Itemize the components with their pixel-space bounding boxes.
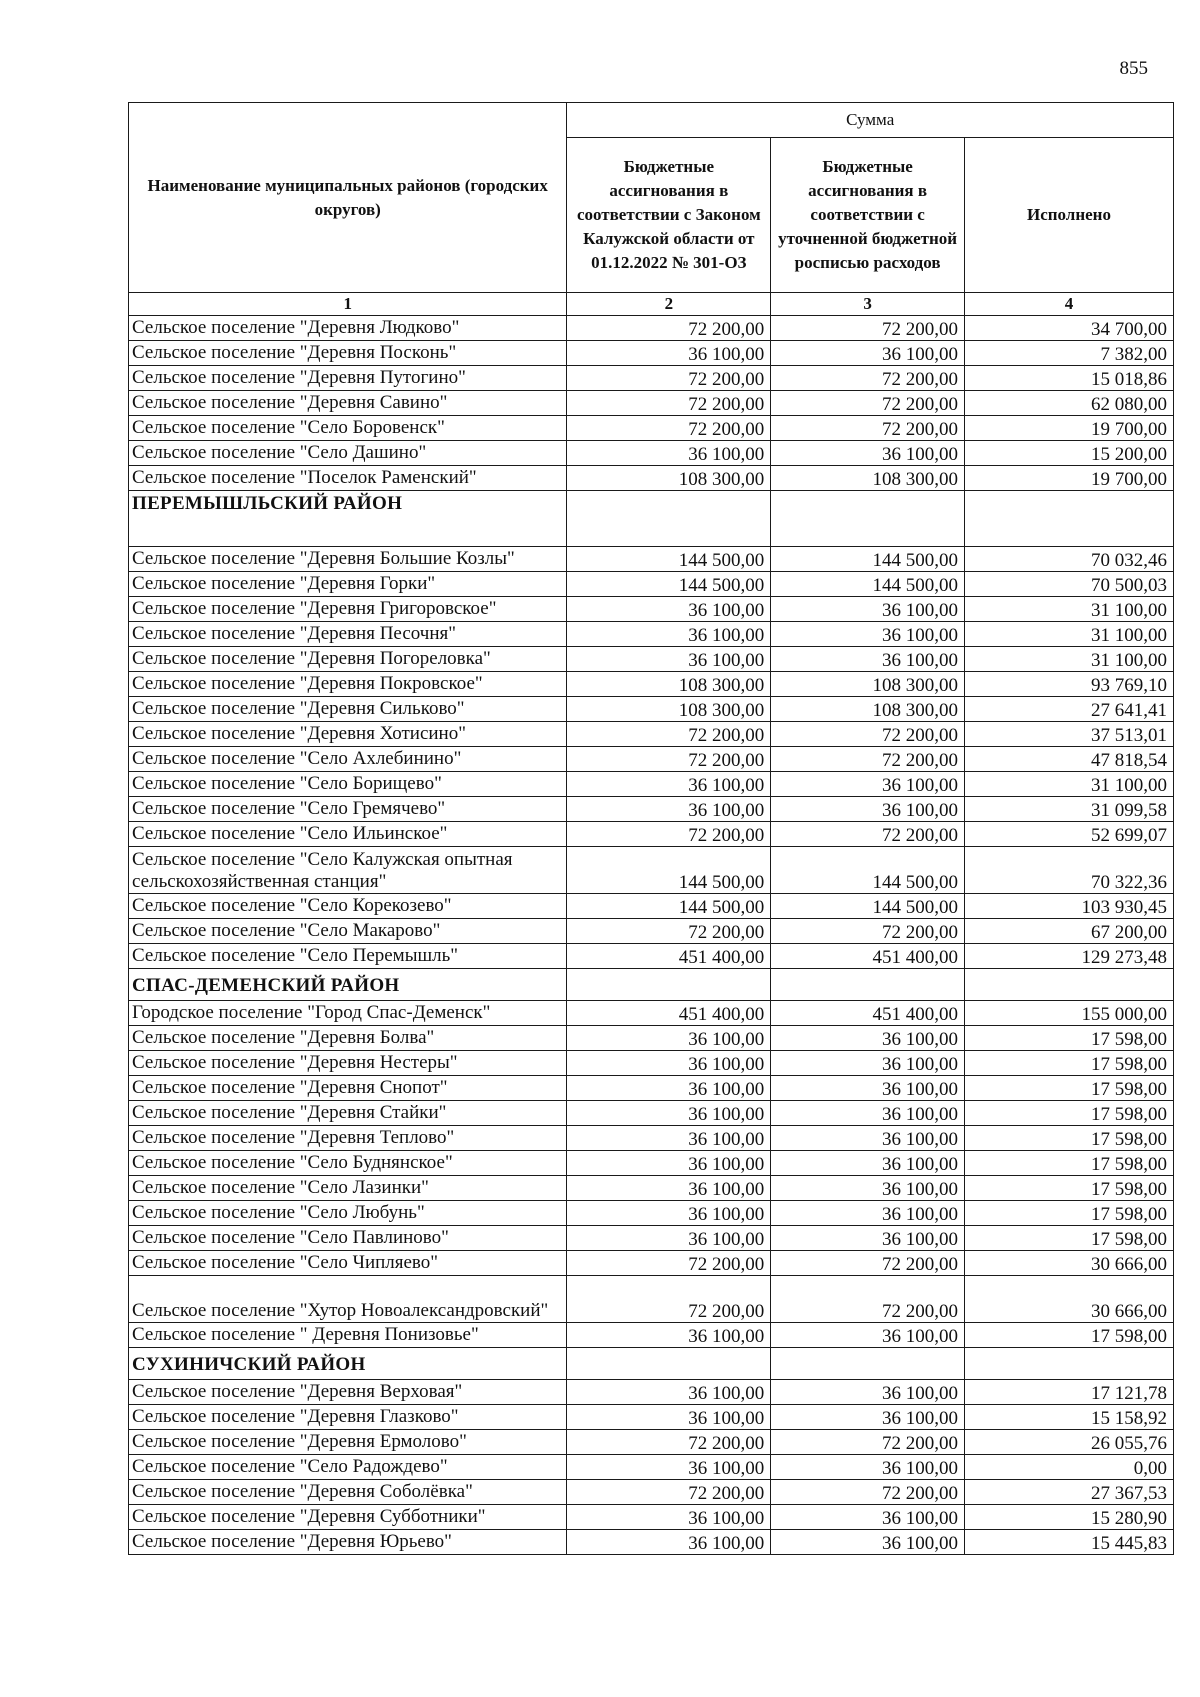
- executed-amount: 17 598,00: [964, 1026, 1173, 1051]
- law-amount: 36 100,00: [567, 1026, 771, 1051]
- table-row: [129, 1405, 1174, 1430]
- executed-amount: 31 100,00: [964, 622, 1173, 647]
- executed-amount: 47 818,54: [964, 747, 1173, 772]
- executed-amount: 30 666,00: [964, 1251, 1173, 1276]
- law-amount: 36 100,00: [567, 1201, 771, 1226]
- settlement-name: Сельское поселение "Деревня Сильково": [129, 697, 567, 722]
- executed-amount: 93 769,10: [964, 672, 1173, 697]
- executed-amount: 15 018,86: [964, 366, 1173, 391]
- table-row: [129, 466, 1174, 491]
- table-row: [129, 1530, 1174, 1555]
- law-amount: 36 100,00: [567, 1076, 771, 1101]
- executed-amount: 17 598,00: [964, 1051, 1173, 1076]
- table-row: [129, 1380, 1174, 1405]
- table-row: [129, 1051, 1174, 1076]
- settlement-name: Городское поселение "Город Спас-Деменск": [129, 1001, 567, 1026]
- executed-amount: 26 055,76: [964, 1430, 1173, 1455]
- table-row: [129, 847, 1174, 894]
- updated-amount: 36 100,00: [771, 1405, 965, 1430]
- executed-amount: 19 700,00: [964, 466, 1173, 491]
- updated-amount: 36 100,00: [771, 647, 965, 672]
- table-row: [129, 647, 1174, 672]
- updated-amount: 36 100,00: [771, 1226, 965, 1251]
- law-amount: 36 100,00: [567, 597, 771, 622]
- header-law-appropriations: Бюджетные ассигнования в соответствии с Законом Калужской области от 01.12.2022 № 301-ОЗ: [567, 138, 771, 293]
- updated-amount: 36 100,00: [771, 622, 965, 647]
- table-row: [129, 1480, 1174, 1505]
- law-amount: 72 200,00: [567, 1480, 771, 1505]
- settlement-name: Сельское поселение "Деревня Путогино": [129, 366, 567, 391]
- column-index-4: 4: [964, 293, 1173, 316]
- settlement-name: Сельское поселение "Село Корекозево": [129, 894, 567, 919]
- executed-amount: 37 513,01: [964, 722, 1173, 747]
- law-amount: 144 500,00: [567, 847, 771, 894]
- empty-cell: [771, 1348, 965, 1380]
- updated-amount: 36 100,00: [771, 441, 965, 466]
- empty-cell: [567, 969, 771, 1001]
- law-amount: 36 100,00: [567, 1405, 771, 1430]
- settlement-name: Сельское поселение "Село Гремячево": [129, 797, 567, 822]
- law-amount: 36 100,00: [567, 1226, 771, 1251]
- law-amount: 108 300,00: [567, 466, 771, 491]
- table-row: [129, 1151, 1174, 1176]
- updated-amount: 36 100,00: [771, 1126, 965, 1151]
- updated-amount: 72 200,00: [771, 366, 965, 391]
- settlement-name: Сельское поселение "Деревня Хотисино": [129, 722, 567, 747]
- updated-amount: 36 100,00: [771, 1101, 965, 1126]
- updated-amount: 36 100,00: [771, 1176, 965, 1201]
- table-row: [129, 772, 1174, 797]
- executed-amount: 15 445,83: [964, 1530, 1173, 1555]
- settlement-name: Сельское поселение "Деревня Песочня": [129, 622, 567, 647]
- table-row: [129, 1201, 1174, 1226]
- updated-amount: 451 400,00: [771, 1001, 965, 1026]
- page-number: 855: [1119, 58, 1148, 79]
- table-row: [129, 1323, 1174, 1348]
- settlement-name: Сельское поселение "Село Чипляево": [129, 1251, 567, 1276]
- executed-amount: 17 598,00: [964, 1176, 1173, 1201]
- updated-amount: 36 100,00: [771, 1026, 965, 1051]
- settlement-name: Сельское поселение "Деревня Юрьево": [129, 1530, 567, 1555]
- executed-amount: 27 367,53: [964, 1480, 1173, 1505]
- executed-amount: 103 930,45: [964, 894, 1173, 919]
- table-row: [129, 572, 1174, 597]
- updated-amount: 72 200,00: [771, 1430, 965, 1455]
- law-amount: 36 100,00: [567, 1380, 771, 1405]
- updated-amount: 36 100,00: [771, 772, 965, 797]
- settlement-name: Сельское поселение "Село Макарово": [129, 919, 567, 944]
- law-amount: 144 500,00: [567, 894, 771, 919]
- law-amount: 451 400,00: [567, 944, 771, 969]
- updated-amount: 72 200,00: [771, 822, 965, 847]
- law-amount: 72 200,00: [567, 1430, 771, 1455]
- executed-amount: 17 598,00: [964, 1323, 1173, 1348]
- table-row: [129, 597, 1174, 622]
- table-row: [129, 672, 1174, 697]
- updated-amount: 72 200,00: [771, 1480, 965, 1505]
- table-row: [129, 1276, 1174, 1323]
- updated-amount: 108 300,00: [771, 697, 965, 722]
- settlement-name: Сельское поселение "Деревня Савино": [129, 391, 567, 416]
- district-name: ПЕРЕМЫШЛЬСКИЙ РАЙОН: [129, 491, 567, 547]
- settlement-name: Сельское поселение "Деревня Снопот": [129, 1076, 567, 1101]
- executed-amount: 31 100,00: [964, 647, 1173, 672]
- law-amount: 36 100,00: [567, 622, 771, 647]
- settlement-name: Сельское поселение "Деревня Посконь": [129, 341, 567, 366]
- settlement-name: Сельское поселение "Село Буднянское": [129, 1151, 567, 1176]
- settlement-name: Сельское поселение "Село Дашино": [129, 441, 567, 466]
- updated-amount: 36 100,00: [771, 597, 965, 622]
- header-municipality: Наименование муниципальных районов (городских округов): [129, 103, 567, 293]
- table-row: [129, 797, 1174, 822]
- settlement-name: Сельское поселение "Деревня Людково": [129, 316, 567, 341]
- settlement-name: Сельское поселение "Деревня Болва": [129, 1026, 567, 1051]
- executed-amount: 15 158,92: [964, 1405, 1173, 1430]
- table-row: [129, 822, 1174, 847]
- settlement-name: Сельское поселение "Деревня Горки": [129, 572, 567, 597]
- table-row: [129, 697, 1174, 722]
- table-row: [129, 416, 1174, 441]
- settlement-name: Сельское поселение "Деревня Григоровское": [129, 597, 567, 622]
- updated-amount: 72 200,00: [771, 316, 965, 341]
- updated-amount: 36 100,00: [771, 1530, 965, 1555]
- table-row: [129, 1076, 1174, 1101]
- table-body: [129, 316, 1174, 1555]
- law-amount: 72 200,00: [567, 391, 771, 416]
- executed-amount: 31 100,00: [964, 597, 1173, 622]
- executed-amount: 31 100,00: [964, 772, 1173, 797]
- settlement-name: Сельское поселение "Село Калужская опытная сельскохозяйственная станция": [129, 847, 567, 894]
- table-row: [129, 547, 1174, 572]
- empty-cell: [567, 1348, 771, 1380]
- settlement-name: Сельское поселение "Село Любунь": [129, 1201, 567, 1226]
- table-row: [129, 944, 1174, 969]
- table-row: [129, 1251, 1174, 1276]
- header-executed: Исполнено: [964, 138, 1173, 293]
- table-row: [129, 391, 1174, 416]
- updated-amount: 72 200,00: [771, 722, 965, 747]
- district-name: СУХИНИЧСКИЙ РАЙОН: [129, 1348, 567, 1380]
- table-row: [129, 1101, 1174, 1126]
- executed-amount: 70 322,36: [964, 847, 1173, 894]
- law-amount: 72 200,00: [567, 366, 771, 391]
- budget-table: [128, 102, 1174, 1555]
- updated-amount: 36 100,00: [771, 1201, 965, 1226]
- updated-amount: 36 100,00: [771, 1323, 965, 1348]
- updated-amount: 72 200,00: [771, 1251, 965, 1276]
- table-row: [129, 1226, 1174, 1251]
- table-row: [129, 1126, 1174, 1151]
- law-amount: 108 300,00: [567, 697, 771, 722]
- updated-amount: 144 500,00: [771, 572, 965, 597]
- executed-amount: 70 032,46: [964, 547, 1173, 572]
- law-amount: 36 100,00: [567, 797, 771, 822]
- settlement-name: Сельское поселение "Село Ильинское": [129, 822, 567, 847]
- column-index-2: 2: [567, 293, 771, 316]
- executed-amount: 129 273,48: [964, 944, 1173, 969]
- settlement-name: Сельское поселение "Село Радождево": [129, 1455, 567, 1480]
- district-name: СПАС-ДЕМЕНСКИЙ РАЙОН: [129, 969, 567, 1001]
- table-row: [129, 1001, 1174, 1026]
- updated-amount: 36 100,00: [771, 341, 965, 366]
- settlement-name: Сельское поселение "Деревня Погореловка": [129, 647, 567, 672]
- updated-amount: 144 500,00: [771, 894, 965, 919]
- executed-amount: 17 598,00: [964, 1126, 1173, 1151]
- updated-amount: 144 500,00: [771, 847, 965, 894]
- table-row: [129, 1430, 1174, 1455]
- table-row: [129, 1455, 1174, 1480]
- law-amount: 36 100,00: [567, 1530, 771, 1555]
- settlement-name: Сельское поселение "Деревня Теплово": [129, 1126, 567, 1151]
- executed-amount: 62 080,00: [964, 391, 1173, 416]
- table-row: [129, 1176, 1174, 1201]
- settlement-name: Сельское поселение "Деревня Ермолово": [129, 1430, 567, 1455]
- settlement-name: Сельское поселение "Село Борищево": [129, 772, 567, 797]
- law-amount: 72 200,00: [567, 1276, 771, 1323]
- empty-cell: [771, 969, 965, 1001]
- executed-amount: 30 666,00: [964, 1276, 1173, 1323]
- district-row: [129, 1348, 1174, 1380]
- header-summa: Сумма: [567, 103, 1174, 138]
- empty-cell: [771, 491, 965, 547]
- updated-amount: 451 400,00: [771, 944, 965, 969]
- table-row: [129, 919, 1174, 944]
- table-row: [129, 894, 1174, 919]
- law-amount: 36 100,00: [567, 1051, 771, 1076]
- executed-amount: 17 598,00: [964, 1101, 1173, 1126]
- settlement-name: Сельское поселение "Село Лазинки": [129, 1176, 567, 1201]
- law-amount: 36 100,00: [567, 341, 771, 366]
- executed-amount: 17 598,00: [964, 1201, 1173, 1226]
- executed-amount: 0,00: [964, 1455, 1173, 1480]
- settlement-name: Сельское поселение "Село Боровенск": [129, 416, 567, 441]
- settlement-name: Сельское поселение "Деревня Большие Козлы": [129, 547, 567, 572]
- updated-amount: 72 200,00: [771, 919, 965, 944]
- law-amount: 108 300,00: [567, 672, 771, 697]
- settlement-name: Сельское поселение "Деревня Соболёвка": [129, 1480, 567, 1505]
- executed-amount: 17 121,78: [964, 1380, 1173, 1405]
- empty-cell: [964, 491, 1173, 547]
- settlement-name: Сельское поселение "Хутор Новоалександровский": [129, 1276, 567, 1323]
- table-row: [129, 1505, 1174, 1530]
- executed-amount: 15 200,00: [964, 441, 1173, 466]
- settlement-name: Сельское поселение "Деревня Покровское": [129, 672, 567, 697]
- law-amount: 72 200,00: [567, 822, 771, 847]
- updated-amount: 36 100,00: [771, 1076, 965, 1101]
- law-amount: 36 100,00: [567, 1126, 771, 1151]
- settlement-name: Сельское поселение "Село Перемышль": [129, 944, 567, 969]
- law-amount: 36 100,00: [567, 1151, 771, 1176]
- header-updated-appropriations: Бюджетные ассигнования в соответствии с уточненной бюджетной росписью расходов: [771, 138, 965, 293]
- settlement-name: Сельское поселение "Село Ахлебинино": [129, 747, 567, 772]
- executed-amount: 52 699,07: [964, 822, 1173, 847]
- executed-amount: 17 598,00: [964, 1226, 1173, 1251]
- table-row: [129, 341, 1174, 366]
- law-amount: 36 100,00: [567, 1101, 771, 1126]
- law-amount: 72 200,00: [567, 919, 771, 944]
- updated-amount: 36 100,00: [771, 1151, 965, 1176]
- law-amount: 451 400,00: [567, 1001, 771, 1026]
- settlement-name: Сельское поселение "Поселок Раменский": [129, 466, 567, 491]
- law-amount: 72 200,00: [567, 722, 771, 747]
- law-amount: 36 100,00: [567, 647, 771, 672]
- updated-amount: 36 100,00: [771, 1455, 965, 1480]
- law-amount: 144 500,00: [567, 547, 771, 572]
- settlement-name: Сельское поселение " Деревня Понизовье": [129, 1323, 567, 1348]
- law-amount: 36 100,00: [567, 1455, 771, 1480]
- settlement-name: Сельское поселение "Деревня Стайки": [129, 1101, 567, 1126]
- law-amount: 36 100,00: [567, 1505, 771, 1530]
- law-amount: 36 100,00: [567, 1176, 771, 1201]
- settlement-name: Сельское поселение "Деревня Верховая": [129, 1380, 567, 1405]
- updated-amount: 72 200,00: [771, 1276, 965, 1323]
- executed-amount: 70 500,03: [964, 572, 1173, 597]
- executed-amount: 31 099,58: [964, 797, 1173, 822]
- table-row: [129, 722, 1174, 747]
- table-row: [129, 316, 1174, 341]
- empty-cell: [964, 969, 1173, 1001]
- executed-amount: 27 641,41: [964, 697, 1173, 722]
- law-amount: 36 100,00: [567, 441, 771, 466]
- law-amount: 72 200,00: [567, 316, 771, 341]
- district-row: [129, 491, 1174, 547]
- updated-amount: 36 100,00: [771, 1505, 965, 1530]
- updated-amount: 36 100,00: [771, 1380, 965, 1405]
- column-index-1: 1: [129, 293, 567, 316]
- executed-amount: 15 280,90: [964, 1505, 1173, 1530]
- law-amount: 36 100,00: [567, 1323, 771, 1348]
- law-amount: 36 100,00: [567, 772, 771, 797]
- executed-amount: 17 598,00: [964, 1151, 1173, 1176]
- updated-amount: 36 100,00: [771, 1051, 965, 1076]
- executed-amount: 155 000,00: [964, 1001, 1173, 1026]
- law-amount: 72 200,00: [567, 1251, 771, 1276]
- settlement-name: Сельское поселение "Деревня Нестеры": [129, 1051, 567, 1076]
- executed-amount: 19 700,00: [964, 416, 1173, 441]
- empty-cell: [567, 491, 771, 547]
- table-row: [129, 441, 1174, 466]
- table-row: [129, 366, 1174, 391]
- column-index-3: 3: [771, 293, 965, 316]
- table-row: [129, 622, 1174, 647]
- settlement-name: Сельское поселение "Деревня Субботники": [129, 1505, 567, 1530]
- updated-amount: 108 300,00: [771, 672, 965, 697]
- updated-amount: 36 100,00: [771, 797, 965, 822]
- table-row: [129, 747, 1174, 772]
- updated-amount: 72 200,00: [771, 391, 965, 416]
- updated-amount: 144 500,00: [771, 547, 965, 572]
- executed-amount: 67 200,00: [964, 919, 1173, 944]
- law-amount: 72 200,00: [567, 416, 771, 441]
- settlement-name: Сельское поселение "Село Павлиново": [129, 1226, 567, 1251]
- executed-amount: 17 598,00: [964, 1076, 1173, 1101]
- table-row: [129, 1026, 1174, 1051]
- updated-amount: 72 200,00: [771, 747, 965, 772]
- updated-amount: 108 300,00: [771, 466, 965, 491]
- settlement-name: Сельское поселение "Деревня Глазково": [129, 1405, 567, 1430]
- law-amount: 144 500,00: [567, 572, 771, 597]
- updated-amount: 72 200,00: [771, 416, 965, 441]
- law-amount: 72 200,00: [567, 747, 771, 772]
- district-row: [129, 969, 1174, 1001]
- executed-amount: 34 700,00: [964, 316, 1173, 341]
- empty-cell: [964, 1348, 1173, 1380]
- executed-amount: 7 382,00: [964, 341, 1173, 366]
